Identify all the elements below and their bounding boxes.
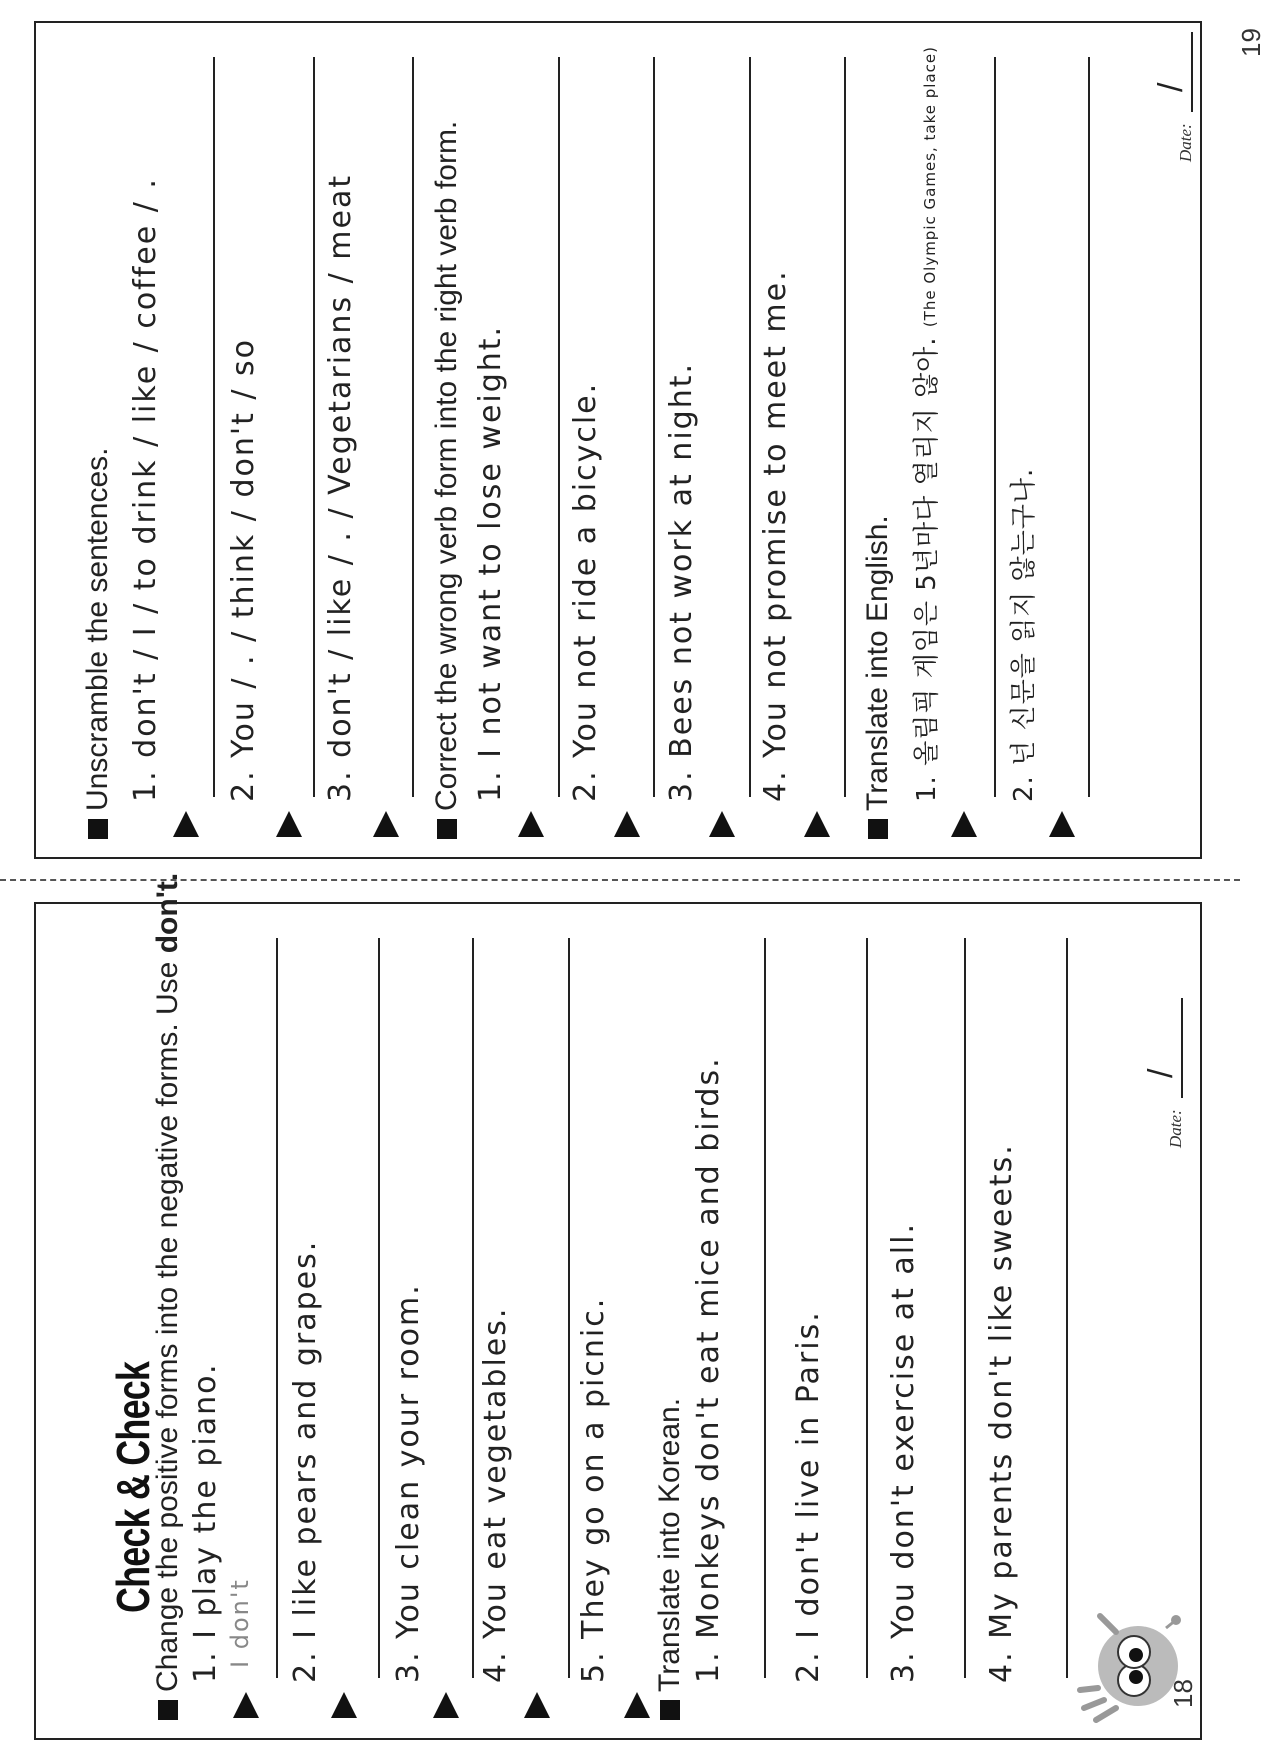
mascot-logo <box>1076 1608 1196 1728</box>
answer-arrow-icon <box>709 811 735 837</box>
answer-arrow-icon <box>1049 811 1075 837</box>
answer-line[interactable] <box>472 938 474 1678</box>
answer-arrow-icon <box>373 811 399 837</box>
answer-arrow-icon <box>276 811 302 837</box>
answer-line[interactable] <box>313 57 315 797</box>
answer-arrow-icon <box>433 1692 459 1718</box>
answer-line[interactable] <box>866 938 868 1678</box>
page-19-panel <box>34 21 1266 859</box>
answer-line[interactable] <box>653 57 655 797</box>
section1-instruction: Change the positive forms into the negative forms. Use don't. <box>151 873 185 1720</box>
square-bullet-icon <box>868 819 888 839</box>
s1-item-1: 1. I play the piano. <box>188 1362 223 1683</box>
answer-arrow-icon <box>331 1692 357 1718</box>
square-bullet-icon <box>437 819 457 839</box>
square-bullet-icon <box>88 819 108 839</box>
answer-line[interactable] <box>749 57 751 797</box>
page-number: 18 <box>1168 1679 1198 1708</box>
s1-item-3: 3. You clean your room. <box>391 1283 426 1683</box>
answer-line[interactable] <box>764 938 766 1678</box>
answer-line <box>276 938 278 1678</box>
s1-item-2: 2. I like pears and grapes. <box>288 1239 323 1683</box>
date-slash: / <box>1142 1068 1180 1078</box>
answer-line[interactable] <box>558 57 560 797</box>
s1-item-3: 3. don't / like / . / Vegetarians / meat <box>323 173 358 802</box>
date-line <box>1191 32 1193 112</box>
answer-line[interactable] <box>1066 938 1068 1678</box>
s2-item-3: 3. Bees not work at night. <box>664 361 699 802</box>
answer-line[interactable] <box>412 57 414 797</box>
s1-item-2: 2. You / . / think / don't / so <box>226 337 261 802</box>
page-title: Check & Check <box>107 1361 159 1613</box>
s2-item-3: 3. You don't exercise at all. <box>886 1222 921 1683</box>
s2-item-2: 2. I don't live in Paris. <box>791 1310 826 1683</box>
answer-line[interactable] <box>1088 57 1090 797</box>
s2-item-4: 4. My parents don't like sweets. <box>984 1143 1019 1683</box>
answer-line[interactable] <box>568 938 570 1678</box>
answer-line[interactable] <box>844 57 846 797</box>
s2-item-1: 1. I not want to lose weight. <box>473 324 508 802</box>
section1-instruction: Unscramble the sentences. <box>81 447 115 839</box>
answer-arrow-icon <box>173 811 199 837</box>
square-bullet-icon <box>158 1700 178 1720</box>
square-bullet-icon <box>660 1700 680 1720</box>
answer-arrow-icon <box>518 811 544 837</box>
s2-item-2: 2. You not ride a bicycle. <box>568 381 603 802</box>
s1-answer-1[interactable]: I don't <box>226 1578 254 1668</box>
s2-item-4: 4. You not promise to meet me. <box>758 269 793 802</box>
section2-instruction: Correct the wrong verb form into the right verb form. <box>430 121 464 839</box>
s1-item-5: 5. They go on a picnic. <box>576 1296 611 1683</box>
page-18-panel <box>34 872 1202 1740</box>
date-label: Date: <box>1166 1109 1185 1148</box>
date-line <box>1181 998 1183 1098</box>
s1-item-4: 4. You eat vegetables. <box>478 1306 513 1683</box>
answer-line[interactable] <box>213 57 215 797</box>
answer-arrow-icon <box>951 811 977 837</box>
s3-item-2: 2. 넌 신문을 읽지 않는구나. <box>1009 467 1039 802</box>
s3-item-1-note: (The Olympic Games, take place) <box>921 46 939 328</box>
date-slash: / <box>1152 82 1190 92</box>
s1-item-1: 1. don't / I / to drink / like / coffee / . <box>128 177 163 802</box>
answer-line[interactable] <box>378 938 380 1678</box>
answer-arrow-icon <box>614 811 640 837</box>
fold-line <box>0 879 1240 881</box>
answer-arrow-icon <box>624 1692 650 1718</box>
section2-instruction: Translate into Korean. <box>653 1398 687 1720</box>
page-number: 19 <box>1236 28 1266 57</box>
s3-item-1: 1. 올림픽 게임은 5년마다 열리지 않아. (The Olympic Games, take place) <box>912 46 942 802</box>
answer-arrow-icon <box>233 1692 259 1718</box>
date-label: Date: <box>1176 123 1195 162</box>
answer-line[interactable] <box>964 938 966 1678</box>
answer-arrow-icon <box>524 1692 550 1718</box>
s2-item-1: 1. Monkeys don't eat mice and birds. <box>691 1056 726 1683</box>
answer-line[interactable] <box>994 57 996 797</box>
answer-arrow-icon <box>804 811 830 837</box>
section3-instruction: Translate into English. <box>861 515 895 839</box>
